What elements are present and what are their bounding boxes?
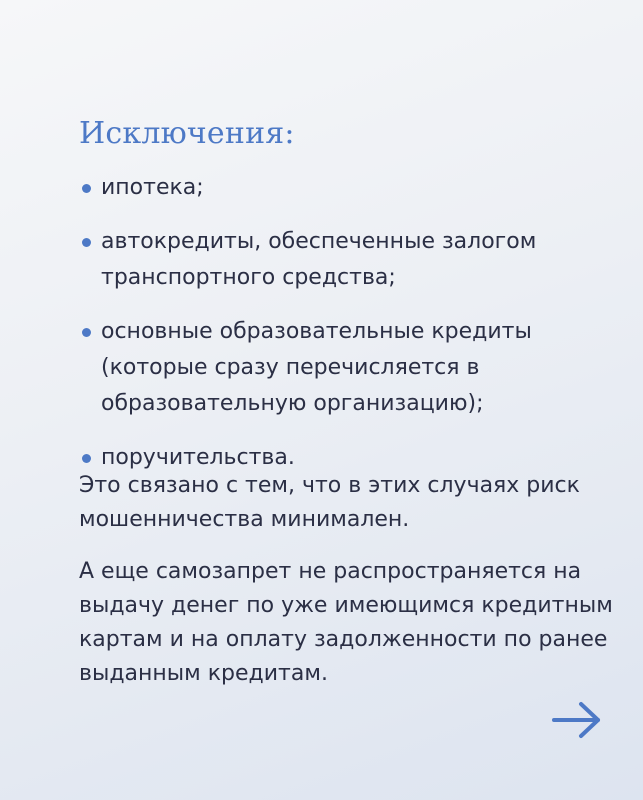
list-item [79,170,619,206]
bullet-dot-icon [82,454,91,463]
list-item [79,314,619,422]
bullet-dot-icon [82,184,91,193]
list-item-text: ипотека; [101,175,204,200]
bullet-dot-icon [82,238,91,247]
list-item [79,224,619,296]
list-item-text: поручительства. [101,445,295,470]
explanation-paragraph: Это связано с тем, что в этих случаях риск мошенничества минимален. [79,473,580,532]
list-item-text: основные образовательные кредиты (которые сразу перечисляется в образовательную организацию); [101,319,532,416]
exceptions-heading: Исключения: [79,116,295,151]
note-paragraph: А еще самозапрет не распространяется на выдачу денег по уже имеющимся кредитным картам и на оплату задолженности по ранее выданным кредитам. [79,559,613,686]
bullet-dot-icon [82,328,91,337]
list-item-text: автокредиты, обеспеченные залогом транспортного средства; [101,229,537,290]
next-button[interactable] [551,700,603,740]
arrow-right-icon [551,700,603,740]
exceptions-list [79,170,619,494]
